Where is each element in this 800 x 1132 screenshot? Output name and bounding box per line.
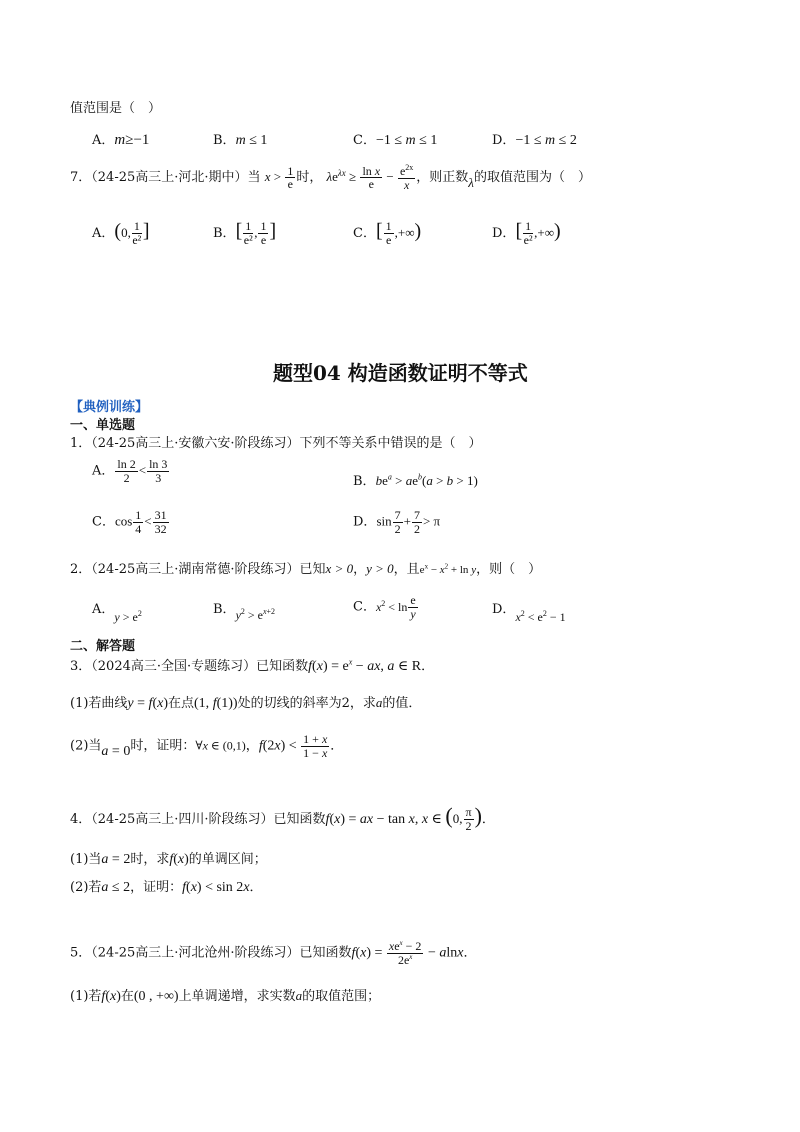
q4-part-2: (2)若a ≤ 2，证明：f(x) < sin 2x． — [70, 880, 263, 895]
q1-option-c: C．cos $\frac{1}{4}$ < $\frac{31}{32}$ — [92, 508, 167, 536]
q5-part-1: (1)若f(x)在(0 , +∞)上单调递增，求实数a的取值范围； — [70, 988, 381, 1004]
part-heading-single-choice: 一、单选题 — [70, 418, 136, 433]
q7-option-b: B．[ $\frac{1}{\text{e²}}$ , $\frac{1}{e}$ ] — [213, 219, 277, 247]
q7-option-a: A．(0, $\frac{1}{\text{e²}}$ ] — [92, 219, 150, 247]
q1-option-b: B．$be^a > ae^b(a > b > 1)$ — [353, 472, 478, 489]
option-d: D．−1 ≤ m ≤ 2 — [492, 133, 577, 148]
option-c: C．−1 ≤ m ≤ 1 — [353, 133, 438, 148]
q2-option-d: D．$x^2 < e^2 - 1$ — [492, 602, 566, 624]
option-b: B．m ≤ 1 — [213, 133, 268, 148]
question-2: 2．（24-25高三上·湖南常德·阶段练习）已知x > 0，y > 0，且$e^x - x^2 + \ln y$，则（ ） — [70, 561, 542, 577]
question-1: 1．（24-25高三上·安徽六安·阶段练习）下列不等关系中错误的是（ ） — [70, 436, 482, 451]
q4-part-1: (1)当a = 2时，求f(x)的单调区间； — [70, 852, 267, 867]
q7-option-c: C．[ $\frac{1}{e}$ ,+∞) — [353, 219, 422, 247]
part-heading-answer: 二、解答题 — [70, 639, 136, 654]
q7-option-d: D．[ $\frac{1}{\text{e²}}$ ,+∞) — [492, 219, 561, 247]
q3-part-1: (1)若曲线y = f(x)在点(1, f(1))处的切线的斜率为2，求a的值． — [70, 695, 422, 711]
q2-option-c: C．$x^2 < \ln$ $\frac{e}{y}$ — [353, 593, 416, 621]
question-4: 4．（24-25高三上·四川·阶段练习）已知函数f(x) = ax − tan x, x ∈ (0, $\frac{\pi}{2}$ )． — [70, 803, 495, 833]
q1-option-d: D．sin $\frac{7}{2}$ + $\frac{7}{2}$ > π — [353, 508, 441, 536]
question-7: 7．（24-25高三上·河北·期中）当 x > $\frac{1}{e}$ 时， $\lambda e^{\lambda x}$ ≥ $\frac{\text{ln x}}{e}$ − $\frac{e^{2x}}{x}$ ，则正数λ的取值范围为（ ） — [70, 163, 591, 192]
question-5: 5．（24-25高三上·河北沧州·阶段练习）已知函数f(x) = $\frac{xe^x - 2}{2e^x}$ − alnx． — [70, 939, 477, 967]
section-tag: 【典例训练】 — [70, 400, 149, 415]
option-a: A．m≥−1 — [92, 132, 150, 148]
q2-option-a: A．$y > e^2$ — [92, 602, 142, 624]
question-3: 3．（2024高三·全国·专题练习）已知函数$f(x) = e^x$ − ax, a ∈ R． — [70, 657, 435, 674]
q2-option-b: B．$y^2 > e^{x+2}$ — [213, 602, 276, 622]
question-continuation: 值范围是（ ） — [70, 101, 162, 116]
q3-part-2: (2)当a = 0时，证明：∀x ∈ (0,1)，f(2x) < $\frac{1 + x}{1 - x}$ ． — [70, 732, 344, 760]
section-title: 题型04 构造函数证明不等式 — [273, 361, 528, 385]
q1-option-a: A． $\frac{\ln 2}{2}$ < $\frac{\ln 3}{3}$ — [92, 457, 168, 485]
